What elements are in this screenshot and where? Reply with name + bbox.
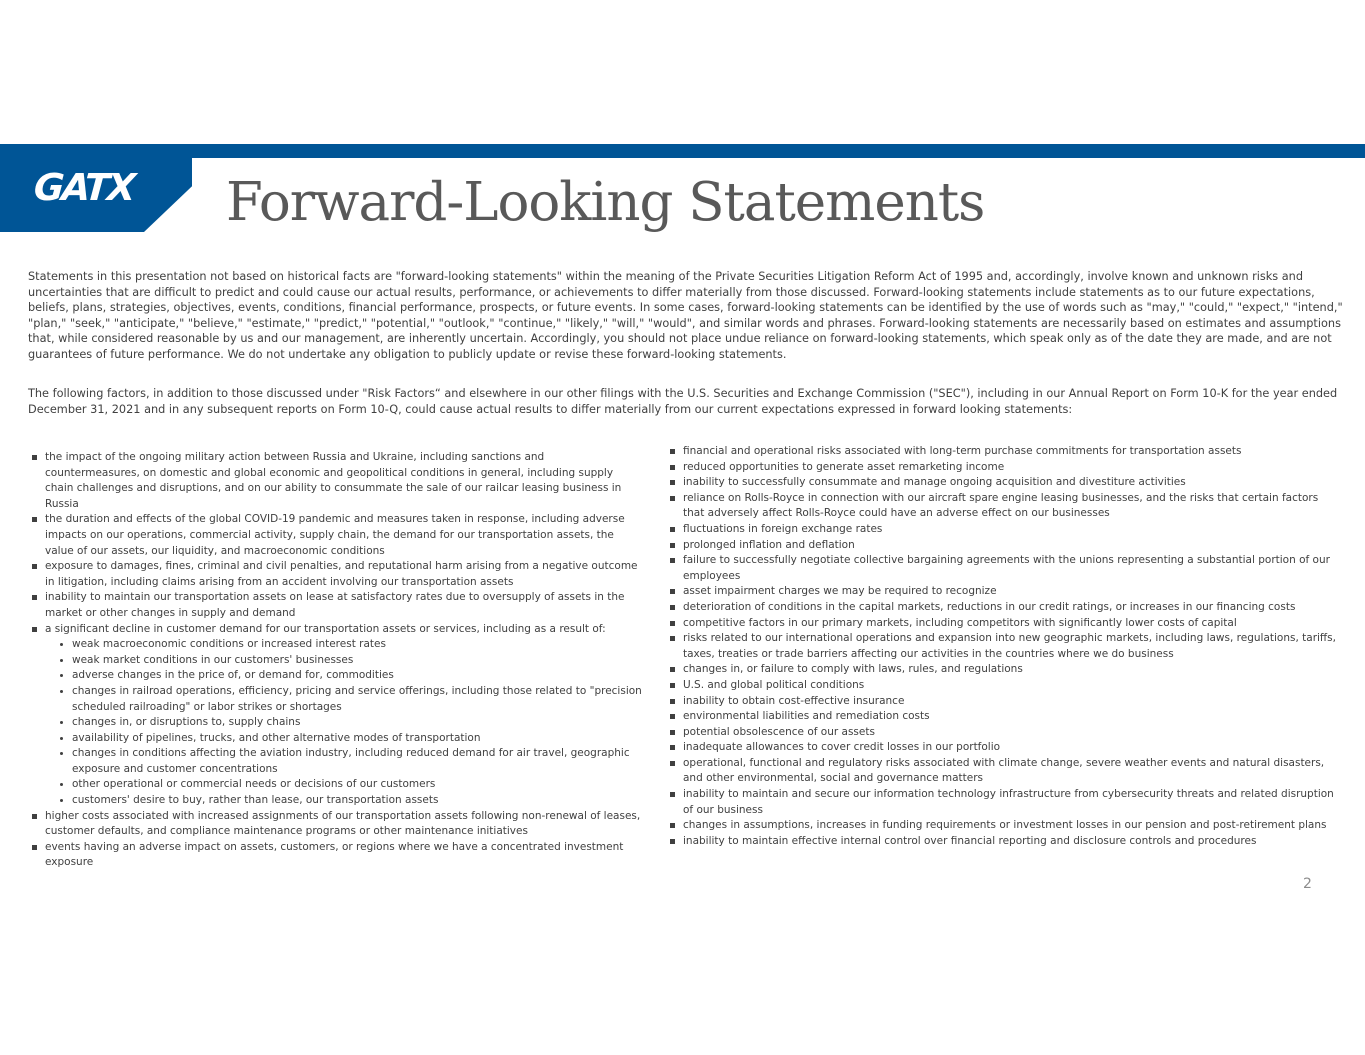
list-item-text: a significant decline in customer demand for our transportation assets or services, including as a result of: [45,622,606,635]
list-item: inability to successfully consummate and manage ongoing acquisition and divestiture activities [668,475,1336,491]
list-item: potential obsolescence of our assets [668,725,1336,741]
factors-paragraph: The following factors, in addition to those discussed under "Risk Factors“ and elsewhere in our other filings with the U.S. Securities and Exchange Commission ("SEC"), including in our Annual Report on Form 10-K for the year ended December 31, 2021 and in any subsequent reports on Form 10-Q, could cause actual results to differ materially from our current expectations expressed in forward looking statements: [28,387,1338,416]
list-item: operational, functional and regulatory risks associated with climate change, severe weather events and natural disasters, and other environmental, social and governance matters [668,756,1336,787]
list-item: deterioration of conditions in the capital markets, reductions in our credit ratings, or increases in our financing costs [668,600,1336,616]
gatx-logo: GATX [32,166,135,209]
page-number: 2 [1303,876,1312,892]
list-item: inability to maintain our transportation assets on lease at satisfactory rates due to oversupply of assets in the market or other changes in supply and demand [30,590,642,621]
list-item: competitive factors in our primary markets, including competitors with significantly lower costs of capital [668,616,1336,632]
sub-list-item: weak macroeconomic conditions or increased interest rates [58,637,642,653]
list-item: inability to maintain effective internal control over financial reporting and disclosure controls and procedures [668,834,1336,850]
list-item: inability to maintain and secure our information technology infrastructure from cybersecurity threats and related disruption of our business [668,787,1336,818]
list-item: inability to obtain cost-effective insurance [668,694,1336,710]
sub-list-item: adverse changes in the price of, or demand for, commodities [58,668,642,684]
right-factor-list [668,444,1336,849]
sub-list-item: changes in railroad operations, efficiency, pricing and service offerings, including those related to "precision scheduled railroading" or labor strikes or shortages [58,684,642,715]
list-item: failure to successfully negotiate collective bargaining agreements with the unions representing a substantial portion of our employees [668,553,1336,584]
intro-paragraph: Statements in this presentation not based on historical facts are "forward-looking statements" within the meaning of the Private Securities Litigation Reform Act of 1995 and, accordingly, involve known and unknown risks and uncertainties that are difficult to predict and could cause our actual results, performance, or achievements to differ materially from those discussed. Forward-looking statements include statements as to our future expectations, beliefs, plans, strategies, objectives, events, conditions, financial performance, prospects, or future events. In some cases, forward-looking statements can be identified by the use of words such as "may," "could," "expect," "intend," "plan," "seek," "anticipate," "believe," "estimate," "predict," "potential," "outlook," "continue," "likely," "will," "would", and similar words and phrases. Forward-looking statements are necessarily based on estimates and assumptions that, while considered reasonable by us and our management, are inherently uncertain. Accordingly, you should not place undue reliance on forward-looking statements, which speak only as of the date they are made, and are not guarantees of future performance. We do not undertake any obligation to publicly update or revise these forward-looking statements. [28,270,1343,361]
list-item: exposure to damages, fines, criminal and civil penalties, and reputational harm arising from a negative outcome in litigation, including claims arising from an accident involving our transportation assets [30,559,642,590]
list-item: reliance on Rolls-Royce in connection with our aircraft spare engine leasing businesses, and the risks that certain factors that adversely affect Rolls-Royce could have an adverse effect on our businesses [668,491,1336,522]
list-item: changes in, or failure to comply with laws, rules, and regulations [668,662,1336,678]
list-item: asset impairment charges we may be required to recognize [668,584,1336,600]
sub-list-item: other operational or commercial needs or decisions of our customers [58,777,642,793]
list-item: fluctuations in foreign exchange rates [668,522,1336,538]
page-title: Forward-Looking Statements [226,172,985,233]
list-item: events having an adverse impact on assets, customers, or regions where we have a concentrated investment exposure [30,840,642,871]
sub-list-item: changes in conditions affecting the aviation industry, including reduced demand for air travel, geographic exposure and customer concentrations [58,746,642,777]
list-item: the duration and effects of the global COVID-19 pandemic and measures taken in response, including adverse impacts on our operations, commercial activity, supply chain, the demand for our transportation assets, the value of our assets, our liquidity, and macroeconomic conditions [30,512,642,559]
sub-list-item: availability of pipelines, trucks, and other alternative modes of transportation [58,731,642,747]
header-bar [0,144,1365,158]
list-item: the impact of the ongoing military action between Russia and Ukraine, including sanctions and countermeasures, on domestic and global economic and geopolitical conditions in general, including supply chain challenges and disruptions, and on our ability to consummate the sale of our railcar leasing business in Russia [30,450,642,512]
list-item: inadequate allowances to cover credit losses in our portfolio [668,740,1336,756]
sub-list [45,637,642,809]
list-item: risks related to our international operations and expansion into new geographic markets, including laws, regulations, tariffs, taxes, treaties or trade barriers affecting our activities in the countries where we do business [668,631,1336,662]
left-factor-list [30,450,642,871]
list-item: prolonged inflation and deflation [668,538,1336,554]
sub-list-item: customers' desire to buy, rather than lease, our transportation assets [58,793,642,809]
list-item: reduced opportunities to generate asset remarketing income [668,460,1336,476]
list-item: environmental liabilities and remediation costs [668,709,1336,725]
sub-list-item: weak market conditions in our customers' businesses [58,653,642,669]
list-item: higher costs associated with increased assignments of our transportation assets following non-renewal of leases, customer defaults, and compliance maintenance programs or other maintenance initiatives [30,809,642,840]
list-item [30,622,642,809]
list-item: U.S. and global political conditions [668,678,1336,694]
sub-list-item: changes in, or disruptions to, supply chains [58,715,642,731]
list-item: changes in assumptions, increases in funding requirements or investment losses in our pension and post-retirement plans [668,818,1336,834]
list-item: financial and operational risks associated with long-term purchase commitments for transportation assets [668,444,1336,460]
